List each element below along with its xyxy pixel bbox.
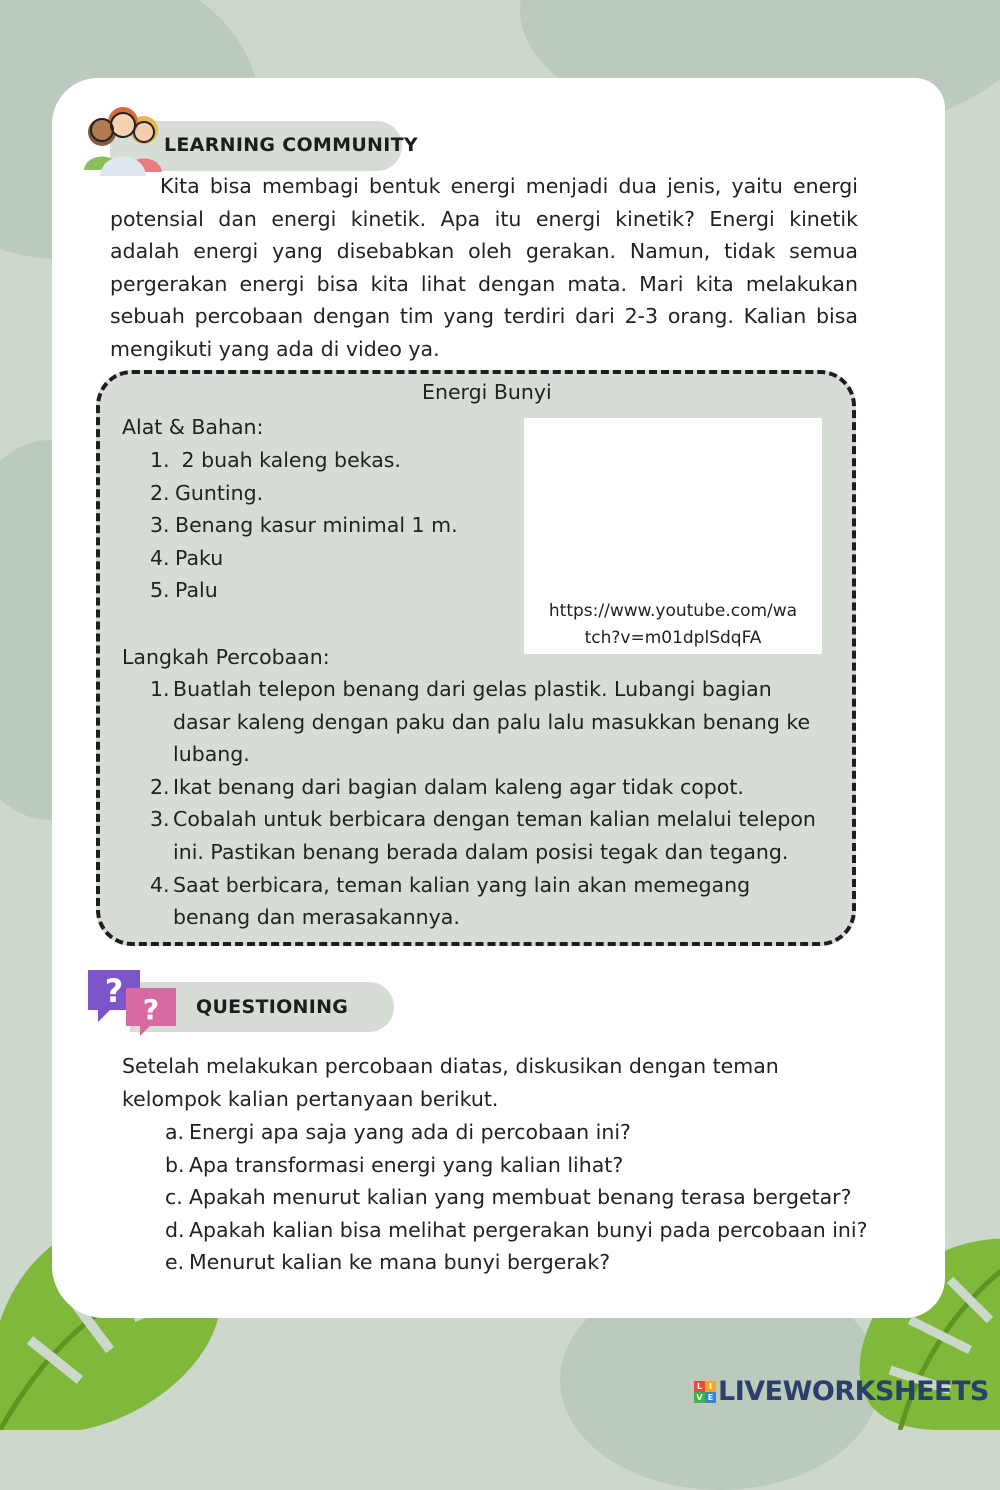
list-number: 4. <box>150 872 170 897</box>
logo-letter: I <box>705 1381 716 1392</box>
svg-text:?: ? <box>142 993 160 1026</box>
questioning-intro: Setelah melakukan percobaan diatas, diskusikan dengan teman kelompok kalian pertanyaan berikut. <box>122 1054 779 1111</box>
intro-text: Kita bisa membagi bentuk energi menjadi dua jenis, yaitu energi potensial dan energi kinetik. Apa itu energi kinetik? Energi kinetik adalah energi yang disebabkan oleh gerakan. Namun, tidak semua pergerakan energi bisa kita lihat dengan mata. Mari kita melakukan sebuah percobaan dengan tim yang terdiri dari 2-3 orang. Kalian bisa mengikuti yang ada di video ya. <box>110 174 858 361</box>
list-letter: b. <box>165 1152 185 1177</box>
svg-text:?: ? <box>104 972 124 1010</box>
list-text: Gunting. <box>175 480 264 505</box>
list-number: 4. <box>150 545 170 570</box>
materials-list <box>150 444 510 607</box>
list-text: Apakah kalian bisa melihat pergerakan bunyi pada percobaan ini? <box>189 1217 868 1242</box>
list-item <box>150 574 510 607</box>
list-number: 5. <box>150 578 170 603</box>
logo-letter: V <box>694 1392 705 1403</box>
list-text: Menurut kalian ke mana bunyi bergerak? <box>189 1250 611 1275</box>
video-embed[interactable] <box>524 418 822 654</box>
watermark-text: LIVEWORKSHEETS <box>718 1376 989 1407</box>
list-text: Buatlah telepon benang dari gelas plastik. Lubangi bagian dasar kaleng dengan paku dan palu lalu masukkan benang ke lubang. <box>173 677 811 767</box>
list-number: 1. <box>150 677 170 701</box>
list-text: Apakah menurut kalian yang membuat benang terasa bergetar? <box>189 1185 852 1210</box>
list-item <box>150 477 510 510</box>
list-item <box>165 1181 885 1214</box>
list-text: Saat berbicara, teman kalian yang lain akan memegang benang dan merasakannya. <box>173 872 751 930</box>
list-number: 2. <box>150 774 170 799</box>
section-title: LEARNING COMMUNITY <box>164 134 418 156</box>
list-item <box>150 673 850 771</box>
list-number: 1. <box>150 448 170 472</box>
list-item <box>165 1246 885 1279</box>
questions-list <box>165 1116 885 1279</box>
list-item <box>165 1214 885 1247</box>
list-letter: e. <box>165 1250 185 1275</box>
list-text: Paku <box>175 545 224 570</box>
people-group-icon <box>82 100 164 176</box>
list-text: Palu <box>175 578 218 603</box>
steps-heading: Langkah Percobaan: <box>122 645 330 669</box>
logo-letter: L <box>694 1381 705 1392</box>
list-item <box>150 803 850 868</box>
list-letter: c. <box>165 1185 183 1210</box>
list-text: Ikat benang dari bagian dalam kaleng agar tidak copot. <box>173 774 744 799</box>
list-letter: a. <box>165 1120 185 1144</box>
steps-list <box>150 673 850 934</box>
list-text: Energi apa saja yang ada di percobaan ini? <box>189 1120 631 1144</box>
liveworksheets-logo-icon <box>694 1381 716 1403</box>
list-number: 2. <box>150 480 170 505</box>
list-text: Benang kasur minimal 1 m. <box>175 513 458 538</box>
question-bubbles-icon <box>84 964 180 1038</box>
list-item <box>165 1116 885 1149</box>
list-text: Apa transformasi energi yang kalian lihat? <box>189 1152 624 1177</box>
list-item <box>150 771 850 804</box>
section-title: QUESTIONING <box>196 996 349 1018</box>
intro-paragraph <box>110 170 858 366</box>
list-item <box>165 1149 885 1182</box>
video-link[interactable]: https://www.youtube.com/watch?v=m01dplSdqFA <box>548 601 798 648</box>
list-number: 3. <box>150 513 170 538</box>
list-text: 2 buah kaleng bekas. <box>175 448 401 472</box>
experiment-title: Energi Bunyi <box>422 380 552 404</box>
list-number: 3. <box>150 807 170 832</box>
list-item <box>150 444 510 477</box>
list-letter: d. <box>165 1217 185 1242</box>
list-text: Cobalah untuk berbicara dengan teman kalian melalui telepon ini. Pastikan benang berada dalam posisi tegak dan tegang. <box>173 807 816 864</box>
logo-letter: E <box>705 1392 716 1403</box>
list-item <box>150 542 510 575</box>
list-item <box>150 869 850 934</box>
materials-heading: Alat & Bahan: <box>122 415 264 439</box>
list-item <box>150 509 510 542</box>
liveworksheets-watermark <box>694 1376 989 1407</box>
